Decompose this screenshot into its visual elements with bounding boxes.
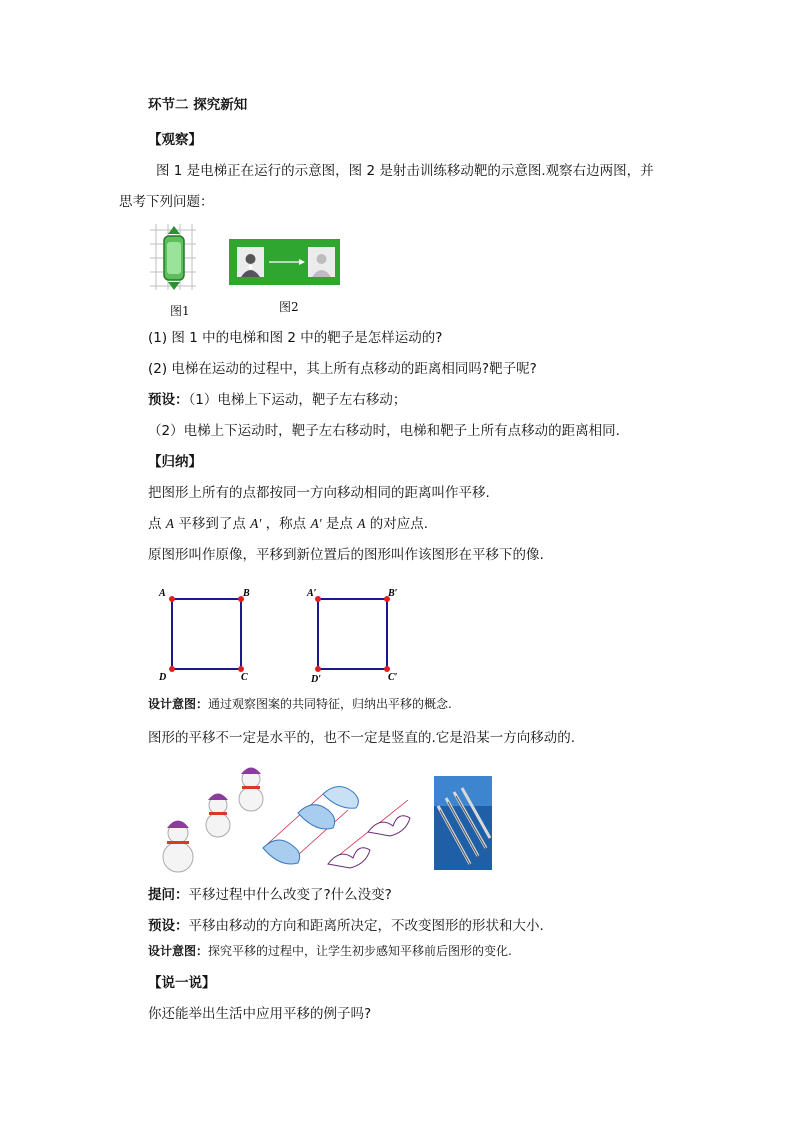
- point-var: A′: [250, 516, 262, 531]
- square-label-C: C: [241, 672, 248, 683]
- question-label: 提问：: [148, 887, 189, 903]
- design-intent-2-label: 设计意图：: [148, 944, 209, 958]
- point-var: A: [357, 516, 366, 531]
- preset-label: 预设：: [148, 392, 189, 408]
- design-intent-text: 通过观察图案的共同特征，归纳出平移的概念.: [208, 697, 452, 711]
- preset-1: [148, 391, 406, 409]
- moving-target-figure: [229, 239, 340, 285]
- translated-shapes-illustration: [258, 778, 418, 870]
- design-intent-label: 设计意图：: [148, 697, 209, 711]
- note-line: 图形的平移不一定是水平的，也不一定是竖直的.它是沿某一方向移动的.: [148, 730, 576, 746]
- fig1-caption: 图1: [170, 304, 190, 318]
- design-intent-1: [148, 695, 452, 713]
- text-segment: 的对应点.: [365, 516, 429, 532]
- point-var: A: [165, 516, 175, 531]
- summary-line1: 把图形上所有的点都按同一方向移动相同的距离叫作平移.: [148, 485, 490, 501]
- summary-line3: 原图形叫作原像，平移到新位置后的图形叫作该图形在平移下的像.: [148, 547, 544, 563]
- preset-2-label: 预设：: [148, 918, 189, 934]
- escalator-photo: [434, 776, 492, 870]
- question-2: (2) 电梯在运动的过程中，其上所有点移动的距离相同吗?靶子呢?: [148, 361, 537, 377]
- square-label-A-prime: A′: [307, 588, 317, 599]
- observe-intro-line2: 思考下列问题：: [119, 194, 214, 210]
- square-label-D-prime: D′: [311, 674, 322, 683]
- text-segment: 点: [148, 516, 166, 532]
- square-label-B: B: [243, 588, 250, 599]
- point-var: A′: [310, 516, 322, 531]
- square-label-D: D: [159, 672, 167, 683]
- preset-line2: （2）电梯上下运动时，靶子左右移动时，电梯和靶子上所有点移动的距离相同.: [148, 423, 620, 439]
- design-intent-2-text: 探究平移的过程中，让学生初步感知平移前后图形的变化.: [208, 944, 512, 958]
- square-label-A: A: [159, 588, 166, 599]
- snowmen-illustration: [156, 763, 268, 881]
- summary-line2: [148, 515, 428, 533]
- text-segment: 平移到了点: [174, 516, 251, 532]
- say-heading: 【说一说】: [148, 975, 216, 991]
- say-text: 你还能举出生活中应用平移的例子吗?: [148, 1006, 372, 1022]
- translated-square-figure: [296, 583, 411, 683]
- preset-2-line: [148, 917, 544, 935]
- summary-heading: 【归纳】: [148, 454, 202, 470]
- observe-intro-line1: 图 1 是电梯正在运行的示意图，图 2 是射击训练移动靶的示意图.观察右边两图，并: [156, 163, 654, 179]
- text-segment: 是点: [321, 516, 358, 532]
- design-intent-2: [148, 942, 512, 960]
- elevator-figure: [148, 222, 198, 292]
- square-label-C-prime: C′: [388, 672, 398, 683]
- original-square-figure: [150, 583, 260, 683]
- question-line: [148, 886, 392, 904]
- section-title: 环节二 探究新知: [148, 97, 248, 113]
- square-label-B-prime: B′: [388, 588, 398, 599]
- text-segment: ，称点: [261, 516, 311, 532]
- fig2-caption: 图2: [279, 300, 299, 314]
- preset-2-text: 平移由移动的方向和距离所决定，不改变图形的形状和大小.: [188, 918, 544, 934]
- preset-line1: （1）电梯上下运动，靶子左右移动；: [188, 392, 407, 408]
- question-1: (1) 图 1 中的电梯和图 2 中的靶子是怎样运动的?: [148, 330, 443, 346]
- question-text: 平移过程中什么改变了?什么没变?: [188, 887, 392, 903]
- observe-heading: 【观察】: [148, 132, 202, 148]
